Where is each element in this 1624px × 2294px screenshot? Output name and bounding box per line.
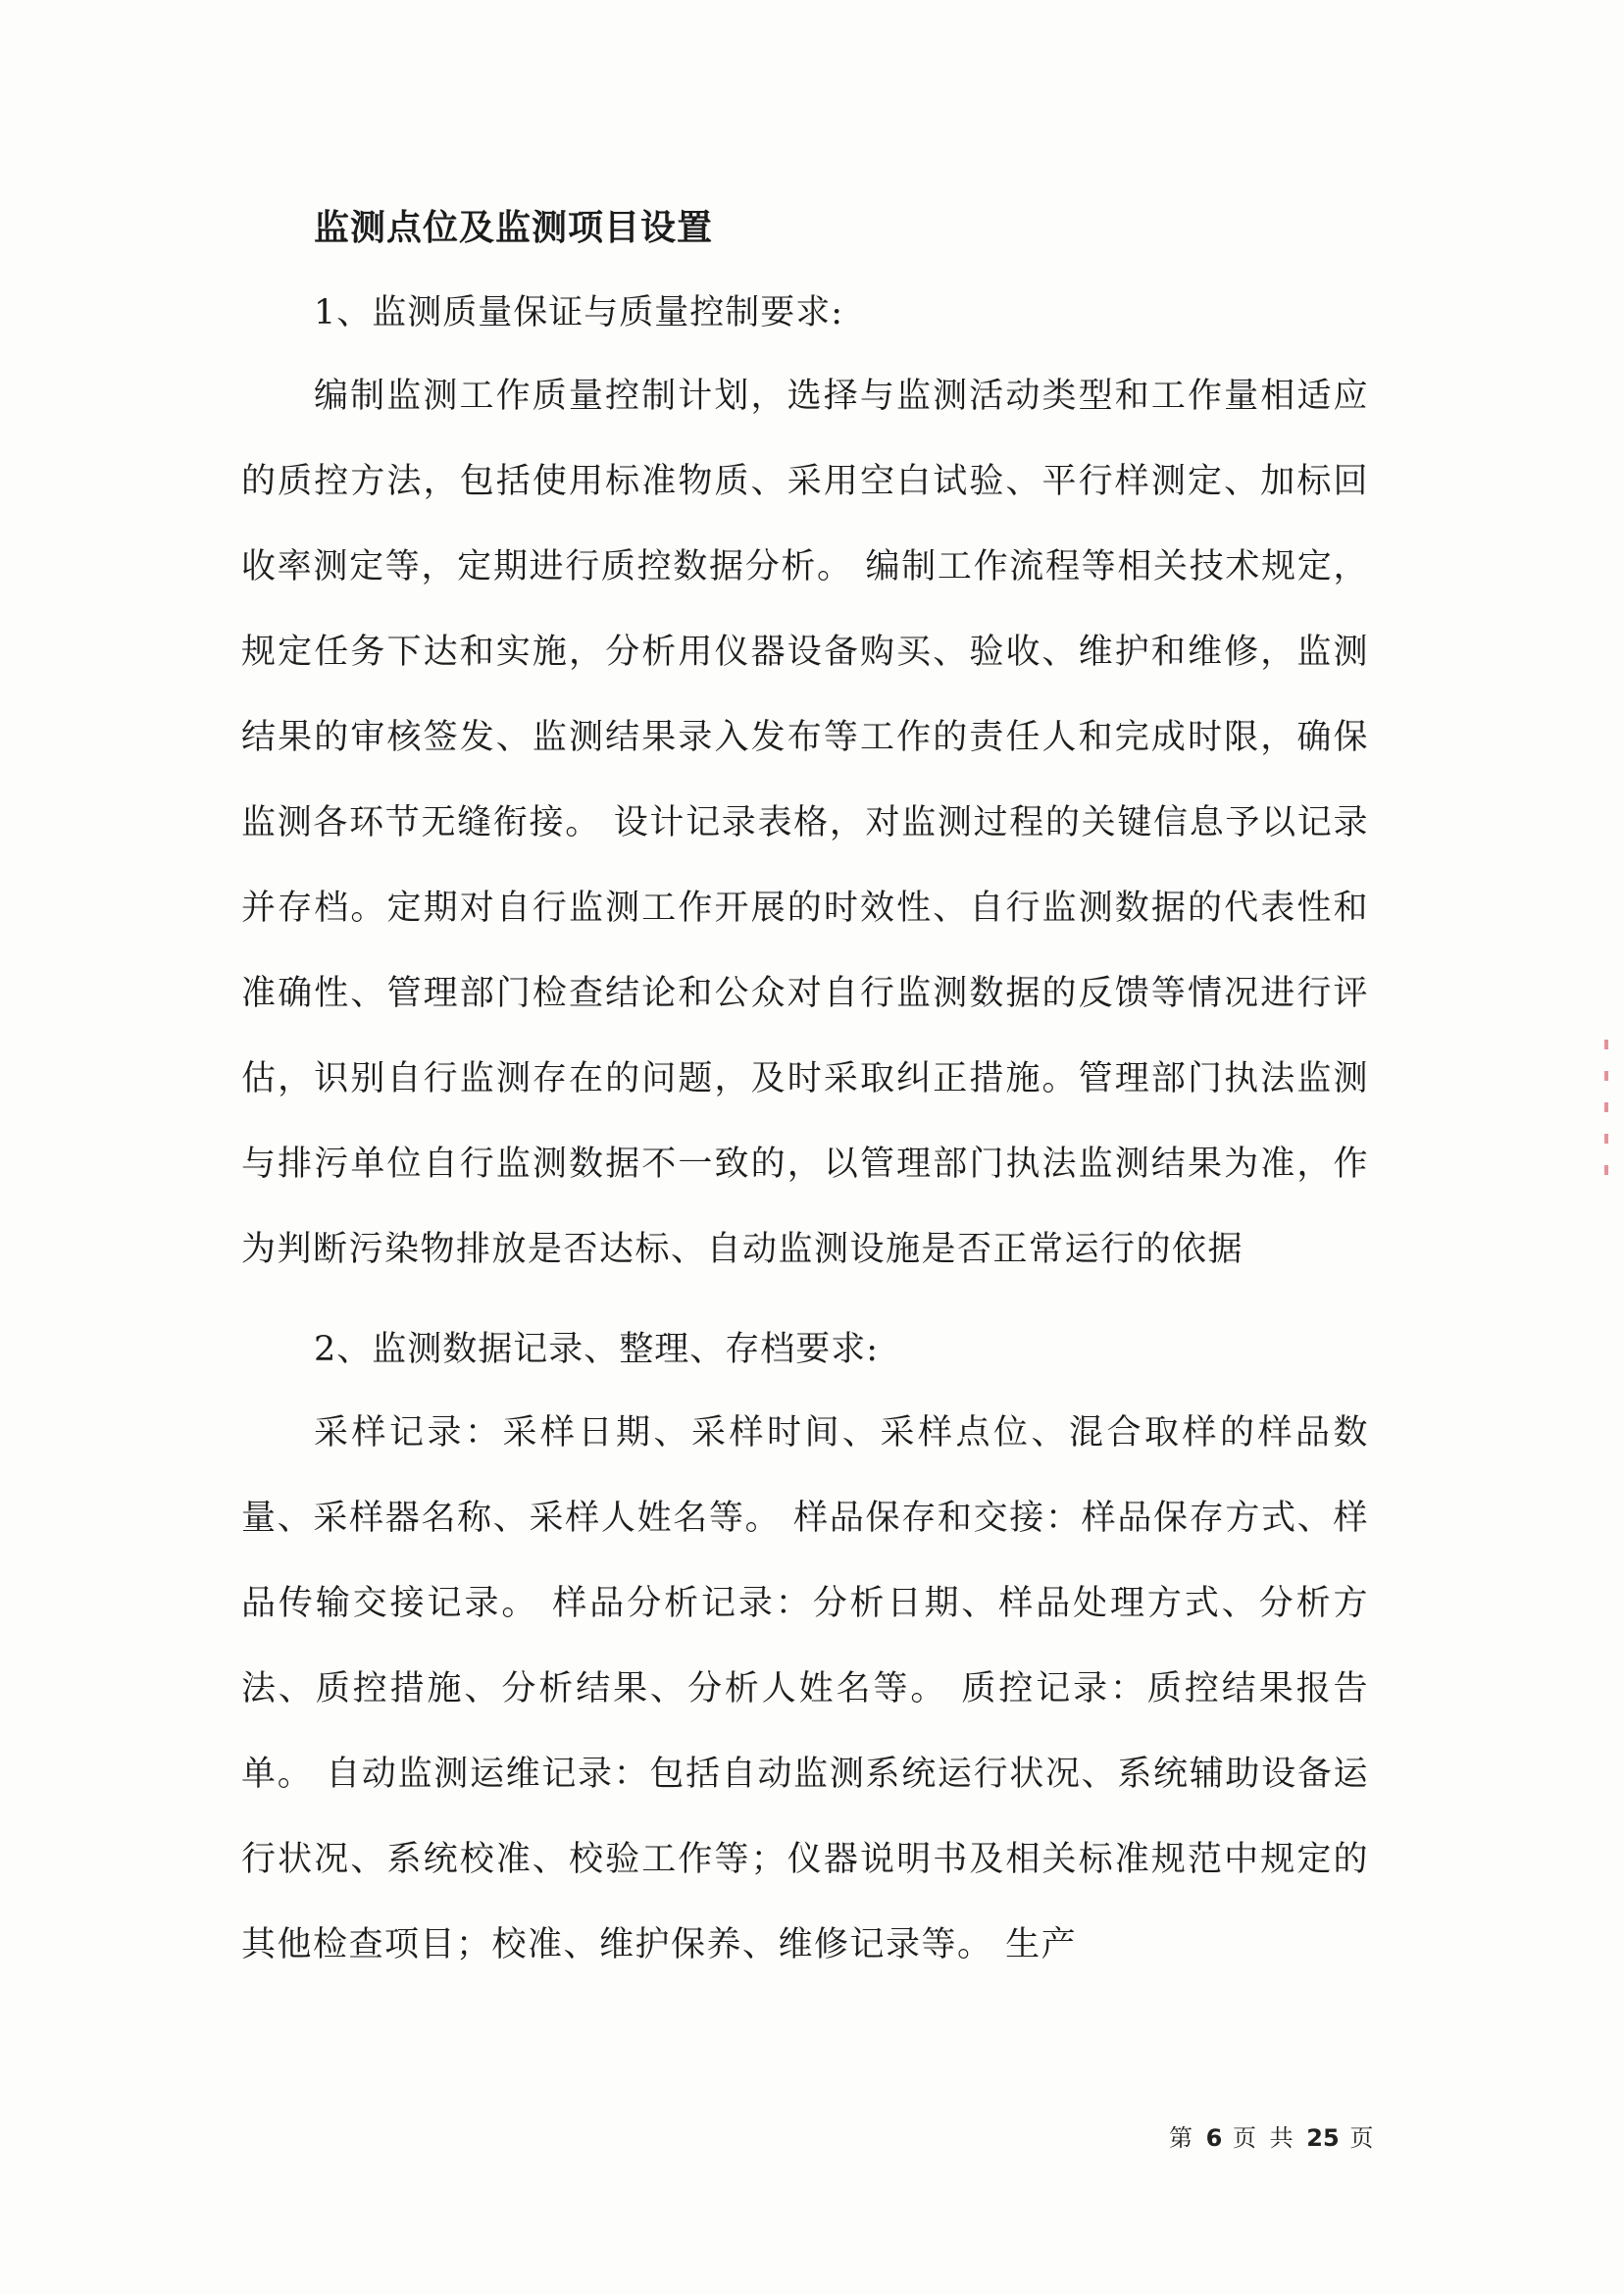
page-content	[241, 201, 1369, 2017]
footer-suffix: 页	[1349, 2124, 1377, 2152]
section-2-body: 采样记录：采样日期、采样时间、采样点位、混合取样的样品数量、采样器名称、采样人姓名等。 样品保存和交接：样品保存方式、样品传输交接记录。 样品分析记录：分析日期、样品处理方式、分析方法、质控措施、分析结果、分析人姓名等。 质控记录：质控结果报告单。 自动监测运维记录：包括自动监测系统运行状况、系统辅助设备运行状况、系统校准、校验工作等；仪器说明书及相关标准规范中规定的其他检查项目；校准、维护保养、维修记录等。 生产	[241, 1413, 1369, 1964]
footer-prefix: 第	[1169, 2124, 1195, 2152]
total-page-count: 25	[1306, 2124, 1340, 2152]
section-1-body: 编制监测工作质量控制计划，选择与监测活动类型和工作量相适应的质控方法，包括使用标准物质、采用空白试验、平行样测定、加标回收率测定等，定期进行质控数据分析。 编制工作流程等相关技术规定，规定任务下达和实施，分析用仪器设备购买、验收、维护和维修，监测结果的审核签发、监测结果录入发布等工作的责任人和完成时限，确保监测各环节无缝衔接。 设计记录表格，对监测过程的关键信息予以记录并存档。定期对自行监测工作开展的时效性、自行监测数据的代表性和准确性、管理部门检查结论和公众对自行监测数据的反馈等情况进行评估，识别自行监测存在的问题，及时采取纠正措施。管理部门执法监测与排污单位自行监测数据不一致的，以管理部门执法监测结果为准，作为判断污染物排放是否达标、自动监测设施是否正常运行的依据	[241, 377, 1369, 1269]
current-page-number: 6	[1205, 2124, 1223, 2152]
section-heading: 监测点位及监测项目设置	[314, 208, 714, 248]
page-number-footer	[1169, 2118, 1376, 2153]
section-1-title: 1、监测质量保证与质量控制要求:	[314, 293, 844, 332]
seal-edge-mark	[1604, 1040, 1612, 1216]
footer-middle: 页 共	[1232, 2124, 1296, 2152]
section-2-title: 2、监测数据记录、整理、存档要求:	[314, 1330, 880, 1369]
